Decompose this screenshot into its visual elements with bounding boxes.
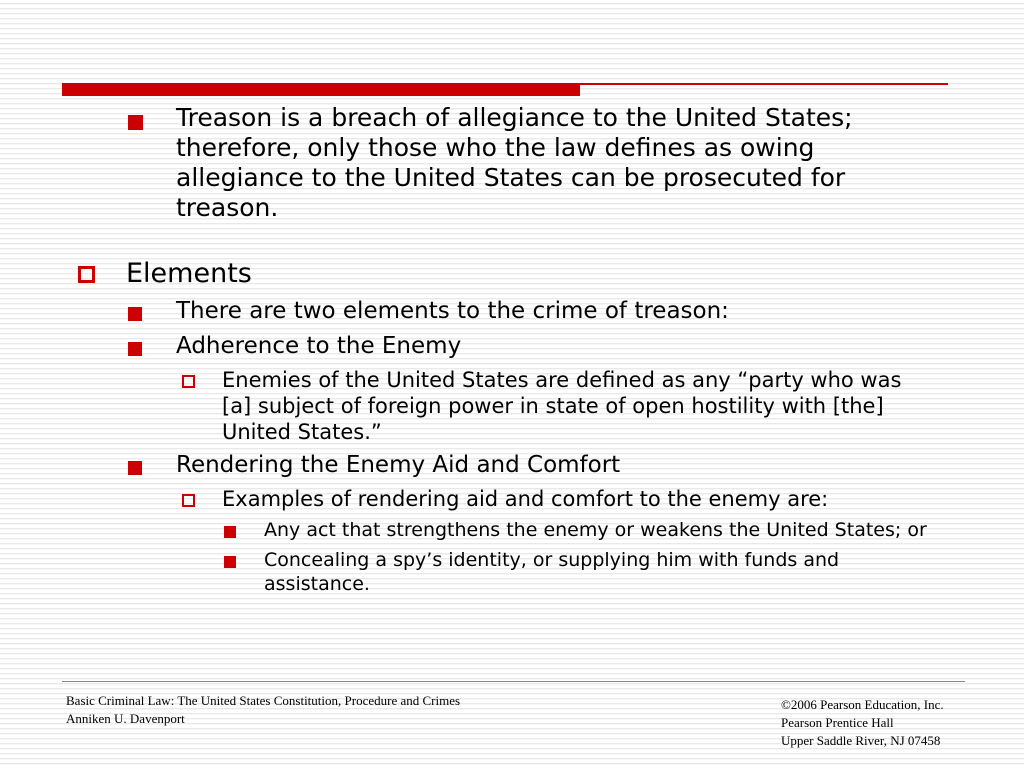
footer-divider (62, 681, 965, 682)
list-item-text: Rendering the Enemy Aid and Comfort (176, 452, 621, 478)
list-item (0, 548, 1024, 596)
title-accent-bar (62, 83, 580, 96)
footer-copyright-line: ©2006 Pearson Education, Inc. (781, 697, 944, 712)
list-item-text: There are two elements to the crime of treason: (176, 298, 729, 324)
list-item (0, 103, 1024, 223)
footer-publisher: Pearson Prentice Hall (781, 715, 894, 730)
list-item (0, 518, 1024, 542)
list-item-text: Any act that strengthens the enemy or weakens the United States; or (264, 519, 927, 541)
spacer (0, 223, 1024, 257)
filled-square-bullet-icon (224, 556, 236, 568)
list-item (0, 486, 1024, 512)
footer-citation (66, 692, 460, 728)
filled-square-bullet-icon (128, 342, 142, 356)
filled-square-bullet-icon (128, 461, 142, 475)
filled-square-bullet-icon (128, 307, 142, 321)
footer-citation-title: Basic Criminal Law: The United States Constitution, Procedure and Crimes (66, 693, 461, 708)
filled-square-bullet-icon (224, 526, 236, 538)
list-item (0, 332, 1024, 361)
list-item (0, 297, 1024, 326)
hollow-square-bullet-icon (182, 494, 195, 507)
list-item-text: Enemies of the United States are defined as any “party who was [a] subject of foreign power in state of open hostility with [the] United States.” (222, 368, 909, 444)
list-item (0, 367, 1024, 445)
list-item-text: Adherence to the Enemy (176, 333, 462, 359)
slide-body (0, 103, 1024, 596)
list-item-elements (0, 257, 1024, 291)
list-item-text: Concealing a spy’s identity, or supplying him with funds and assistance. (264, 549, 846, 595)
hollow-square-bullet-icon (182, 375, 195, 388)
footer-citation-author: Anniken U. Davenport (66, 711, 185, 726)
list-item (0, 451, 1024, 480)
hollow-square-bullet-icon (78, 266, 95, 283)
footer-address: Upper Saddle River, NJ 07458 (781, 733, 941, 748)
filled-square-bullet-icon (128, 115, 143, 130)
footer-copyright (781, 696, 944, 750)
list-item-text: Examples of rendering aid and comfort to the enemy are: (222, 487, 829, 511)
list-item-text: Treason is a breach of allegiance to the United States; therefore, only those who the law defines as owing allegiance to the United States can be prosecuted for treason. (176, 103, 861, 222)
list-item-text: Elements (126, 258, 252, 289)
